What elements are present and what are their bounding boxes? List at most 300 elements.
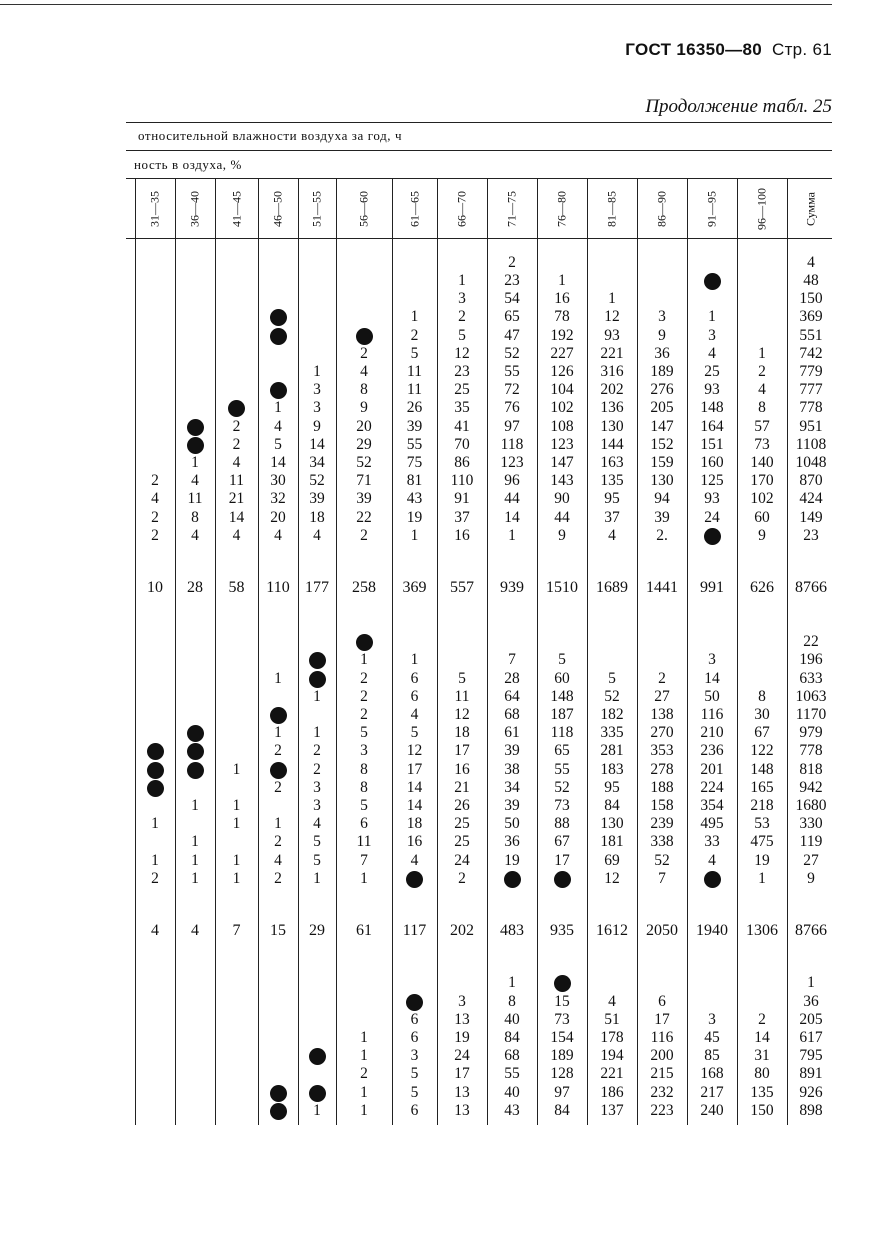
- filled-dot-icon: [487, 870, 537, 888]
- column-rule: [175, 178, 176, 1125]
- table-cell: 39: [309, 490, 325, 508]
- table-cell: 118: [500, 435, 524, 453]
- table-cell: 1: [508, 974, 516, 992]
- table-cell: 2: [151, 472, 159, 490]
- dot-mark: [228, 400, 245, 417]
- column-header: [336, 182, 392, 236]
- table-cell: 9: [807, 869, 815, 887]
- table-cell: 25: [704, 363, 720, 380]
- table-cell: 165: [750, 778, 774, 796]
- table-cell: 20: [270, 508, 286, 526]
- table-cell: 149: [799, 508, 823, 526]
- filled-dot-icon: [135, 779, 175, 797]
- table-cell: 93: [704, 381, 720, 399]
- table-cell: 4: [708, 851, 716, 869]
- column-header-label: 56—60: [356, 191, 371, 227]
- table-cell: 34: [309, 454, 325, 471]
- table-cell: 14: [406, 797, 423, 814]
- table-cell: 93: [604, 326, 620, 344]
- table-cell: 2: [758, 1010, 766, 1028]
- table-cell: 17: [554, 851, 570, 869]
- table-cell: 158: [650, 797, 674, 814]
- table-cell: 48: [803, 272, 819, 289]
- table-cell: 2: [360, 526, 368, 544]
- table-cell: 6: [658, 992, 666, 1010]
- table-cell: 96: [504, 472, 520, 490]
- table-cell: 60: [754, 508, 770, 526]
- table-cell: 1: [232, 760, 241, 778]
- table-cell: 55: [406, 435, 423, 453]
- table-cell: 154: [550, 1029, 574, 1046]
- table-cell: 168: [700, 1065, 724, 1083]
- table-cell: 4: [232, 454, 241, 471]
- table-cell: 9: [558, 526, 566, 544]
- table-cell: 27: [654, 687, 670, 705]
- table-cell: 181: [600, 833, 624, 851]
- table-cell: 3: [313, 778, 321, 796]
- table-cell: 5: [410, 724, 419, 742]
- filled-dot-icon: [687, 870, 737, 888]
- table-cell: 52: [504, 344, 520, 362]
- table-cell: 1: [410, 308, 419, 326]
- table-cell: 39: [406, 417, 423, 435]
- table-top-rule: [126, 122, 832, 123]
- table-cell: 194: [600, 1047, 624, 1065]
- table-cell: 5: [458, 669, 466, 687]
- table-cell: 3: [410, 1047, 419, 1065]
- column-header-label: 76—80: [554, 191, 569, 227]
- table-cell: 130: [600, 815, 624, 833]
- column-total: 369: [402, 579, 427, 596]
- table-cell: 27: [803, 851, 819, 869]
- table-cell: 1: [608, 290, 616, 308]
- column-header: [637, 182, 687, 236]
- filled-dot-icon: [298, 1084, 336, 1102]
- table-cell: 65: [554, 742, 570, 760]
- table-cell: 32: [270, 490, 286, 508]
- table-cell: 8: [360, 760, 368, 778]
- table-cell: 4: [232, 526, 241, 544]
- table-cell: 39: [356, 490, 372, 508]
- table-cell: 61: [504, 724, 520, 742]
- dot-mark: [704, 528, 721, 545]
- table-cell: 91: [454, 490, 470, 508]
- table-cell: 118: [550, 724, 574, 742]
- table-cell: 45: [704, 1029, 720, 1046]
- table-cell: 148: [550, 687, 574, 705]
- table-cell: 104: [550, 381, 574, 399]
- table-cell: 5: [410, 1065, 419, 1083]
- column-header-label: 66—70: [454, 191, 469, 227]
- table-cell: 140: [750, 454, 774, 471]
- filled-dot-icon: [258, 327, 298, 345]
- table-cell: 75: [406, 454, 423, 471]
- table-cell: 143: [550, 472, 574, 490]
- table-cell: 68: [504, 1047, 520, 1065]
- table-cell: 53: [754, 815, 770, 833]
- table-cell: 186: [600, 1083, 624, 1101]
- filled-dot-icon: [392, 870, 437, 888]
- table-cell: 152: [650, 435, 674, 453]
- table-cell: 67: [754, 724, 770, 742]
- table-cell: 5: [313, 851, 321, 869]
- table-cell: 55: [504, 1065, 520, 1083]
- table-cell: 12: [604, 869, 620, 887]
- table-cell: 2: [458, 869, 466, 887]
- table-cell: 130: [650, 472, 674, 490]
- table-cell: 6: [410, 669, 419, 687]
- table-cell: 495: [700, 815, 724, 833]
- table-cell: 5: [360, 724, 368, 742]
- filled-dot-icon: [298, 651, 336, 669]
- dot-mark: [309, 652, 326, 669]
- table-cell: 3: [708, 1010, 716, 1028]
- table-cell: 119: [799, 833, 823, 851]
- table-cell: 147: [550, 454, 574, 471]
- table-cell: 4: [191, 526, 199, 544]
- table-cell: 13: [454, 1010, 470, 1028]
- filled-dot-icon: [215, 399, 258, 417]
- table-cell: 2: [360, 1065, 368, 1083]
- table-cell: 11: [407, 363, 422, 380]
- table-cell: 4: [608, 526, 616, 544]
- table-cell: 240: [700, 1101, 724, 1119]
- table-cell: 870: [799, 472, 823, 490]
- table-cell: 25: [454, 381, 470, 399]
- column-total: 991: [700, 579, 724, 596]
- table-cell: 18: [406, 815, 423, 833]
- table-cell: 160: [700, 454, 724, 471]
- table-cell: 7: [508, 651, 516, 669]
- filled-dot-icon: [687, 272, 737, 290]
- filled-dot-icon: [298, 1047, 336, 1065]
- table-cell: 12: [406, 742, 423, 760]
- table-cell: 86: [454, 454, 470, 471]
- table-cell: 39: [504, 742, 520, 760]
- table-cell: 4: [151, 490, 159, 508]
- table-cell: 182: [600, 706, 624, 723]
- table-cell: 14: [228, 508, 245, 526]
- table-cell: 65: [504, 308, 520, 326]
- table-cell: 67: [554, 833, 570, 851]
- table-cell: 6: [410, 1010, 419, 1028]
- column-header: [737, 182, 787, 236]
- table-cell: 93: [704, 490, 720, 508]
- table-cell: 1: [508, 526, 516, 544]
- table-cell: 36: [803, 992, 819, 1010]
- table-cell: 24: [704, 508, 720, 526]
- table-cell: 3: [658, 308, 666, 326]
- filled-dot-icon: [258, 706, 298, 724]
- column-total: 15: [270, 922, 286, 939]
- filled-dot-icon: [687, 527, 737, 545]
- table-cell: 2: [360, 669, 368, 687]
- table-cell: 70: [454, 435, 470, 453]
- table-cell: 72: [504, 381, 520, 399]
- column-total: 557: [450, 579, 474, 596]
- table-cell: 73: [554, 1010, 570, 1028]
- table-cell: 5: [410, 1083, 419, 1101]
- table-cell: 68: [504, 706, 520, 723]
- table-cell: 189: [550, 1047, 574, 1065]
- dot-mark: [187, 725, 204, 742]
- dot-mark: [270, 707, 287, 724]
- table-cell: 50: [504, 815, 520, 833]
- filled-dot-icon: [258, 308, 298, 326]
- dot-mark: [270, 1103, 287, 1120]
- table-cell: 278: [650, 760, 674, 778]
- table-cell: 330: [799, 815, 823, 833]
- table-cell: 1: [360, 1029, 368, 1046]
- table-cell: 2: [274, 833, 282, 851]
- table-cell: 3: [458, 290, 466, 308]
- column-total: 1940: [696, 922, 728, 939]
- table-cell: 14: [704, 669, 720, 687]
- table-cell: 52: [554, 778, 570, 796]
- table-cell: 1: [410, 651, 419, 669]
- column-header-label: 36—40: [187, 191, 202, 227]
- table-cell: 1: [313, 869, 321, 887]
- table-cell: 1: [274, 724, 282, 742]
- table-cell: 5: [608, 669, 616, 687]
- table-cell: 1: [313, 1101, 321, 1119]
- table-cell: 102: [750, 490, 774, 508]
- table-cell: 38: [504, 760, 520, 778]
- column-total: 10: [147, 579, 163, 596]
- table-cell: 8: [758, 399, 766, 417]
- table-cell: 40: [504, 1010, 520, 1028]
- table-cell: 17: [454, 742, 470, 760]
- table-cell: 126: [550, 363, 574, 380]
- column-header: [392, 182, 437, 236]
- table-cell: 51: [604, 1010, 620, 1028]
- table-cell: 551: [799, 326, 823, 344]
- table-cell: 2: [151, 869, 159, 887]
- table-cell: 18: [454, 724, 470, 742]
- filled-dot-icon: [175, 724, 215, 742]
- table-cell: 85: [704, 1047, 720, 1065]
- table-cell: 9: [658, 326, 666, 344]
- table-cell: 633: [799, 669, 823, 687]
- table-cell: 227: [550, 344, 574, 362]
- column-total: 1612: [596, 922, 628, 939]
- filled-dot-icon: [258, 381, 298, 399]
- table-cell: 1: [232, 869, 241, 887]
- table-cell: 22: [356, 508, 372, 526]
- column-rule: [215, 178, 216, 1125]
- table-cell: 137: [600, 1101, 624, 1119]
- table-cell: 742: [799, 344, 823, 362]
- table-cell: 44: [504, 490, 520, 508]
- filled-dot-icon: [175, 418, 215, 436]
- column-total: 8766: [795, 579, 827, 596]
- table-cell: 9: [758, 526, 766, 544]
- table-cell: 1: [360, 1101, 368, 1119]
- table-cell: 84: [504, 1029, 520, 1046]
- table-cell: 1: [410, 526, 419, 544]
- table-cell: 36: [504, 833, 520, 851]
- table-cell: 6: [410, 1029, 419, 1046]
- table-cell: 281: [600, 742, 624, 760]
- table-cell: 11: [229, 472, 244, 490]
- table-cell: 353: [650, 742, 674, 760]
- dot-mark: [704, 273, 721, 290]
- column-header-label: 96—100: [754, 188, 769, 230]
- table-cell: 202: [600, 381, 624, 399]
- column-total: 28: [187, 579, 203, 596]
- table-cell: 11: [407, 381, 422, 399]
- table-cell: 23: [803, 526, 819, 544]
- column-total: 1510: [546, 579, 578, 596]
- table-cell: 163: [600, 454, 624, 471]
- table-cell: 30: [270, 472, 286, 490]
- table-cell: 7: [360, 851, 368, 869]
- filled-dot-icon: [298, 670, 336, 688]
- table-cell: 617: [799, 1029, 823, 1046]
- table-cell: 188: [650, 778, 674, 796]
- caption-rule-2: [126, 178, 832, 179]
- table-cell: 36: [654, 344, 670, 362]
- table-cell: 14: [270, 454, 286, 471]
- column-header: [587, 182, 637, 236]
- table-cell: 147: [650, 417, 674, 435]
- table-cell: 150: [750, 1101, 774, 1119]
- filled-dot-icon: [135, 761, 175, 779]
- table-cell: 3: [313, 381, 321, 399]
- table-cell: 34: [504, 778, 520, 796]
- page-header: [0, 40, 832, 60]
- table-cell: 200: [650, 1047, 674, 1065]
- table-cell: 8: [360, 778, 368, 796]
- table-cell: 4: [807, 253, 815, 271]
- table-cell: 20: [356, 417, 372, 435]
- table-cell: 942: [799, 778, 823, 796]
- table-cell: 239: [650, 815, 674, 833]
- table-cell: 1: [458, 272, 466, 289]
- table-cell: 13: [454, 1101, 470, 1119]
- table-cell: 779: [799, 363, 823, 380]
- table-cell: 4: [608, 992, 616, 1010]
- caption-row-1: относительной влажности воздуха за год, ч: [138, 128, 403, 143]
- table-cell: 1: [274, 815, 282, 833]
- table-cell: 1: [807, 974, 815, 992]
- column-header-label: 31—35: [147, 191, 162, 227]
- table-cell: 1: [313, 687, 321, 705]
- table-cell: 130: [600, 417, 624, 435]
- dot-mark: [147, 762, 164, 779]
- table-cell: 424: [799, 490, 823, 508]
- table-cell: 1: [274, 399, 282, 417]
- column-header-label: 81—85: [604, 191, 619, 227]
- table-cell: 33: [704, 833, 720, 851]
- table-cell: 3: [313, 797, 321, 814]
- dot-mark: [356, 328, 373, 345]
- filled-dot-icon: [336, 633, 392, 651]
- table-cell: 28: [504, 669, 520, 687]
- table-cell: 55: [554, 760, 570, 778]
- table-cell: 144: [600, 435, 624, 453]
- table-cell: 5: [274, 435, 282, 453]
- table-cell: 3: [313, 399, 321, 417]
- dot-mark: [147, 780, 164, 797]
- table-cell: 891: [799, 1065, 823, 1083]
- table-cell: 14: [754, 1029, 770, 1046]
- table-cell: 2: [313, 742, 321, 760]
- table-cell: 136: [600, 399, 624, 417]
- table-cell: 78: [554, 308, 570, 326]
- table-cell: 898: [799, 1101, 823, 1119]
- table-cell: 5: [313, 833, 321, 851]
- table-cell: 71: [356, 472, 372, 490]
- table-cell: 2: [410, 326, 419, 344]
- table-cell: 41: [454, 417, 470, 435]
- header-bottom-rule: [126, 238, 832, 239]
- table-cell: 778: [799, 399, 823, 417]
- table-cell: 2: [151, 526, 159, 544]
- column-total: 202: [450, 922, 474, 939]
- table-cell: 11: [454, 687, 470, 705]
- table-cell: 150: [799, 290, 823, 308]
- table-cell: 4: [191, 472, 199, 490]
- table-cell: 122: [750, 742, 774, 760]
- table-cell: 13: [454, 1083, 470, 1101]
- table-cell: 5: [458, 326, 466, 344]
- table-cell: 335: [600, 724, 624, 742]
- table-cell: 2: [232, 435, 241, 453]
- table-cell: 102: [550, 399, 574, 417]
- table-cell: 95: [604, 490, 620, 508]
- table-cell: 6: [410, 1101, 419, 1119]
- table-cell: 2: [758, 363, 766, 380]
- table-cell: 1: [191, 869, 199, 887]
- table-cell: 47: [504, 326, 520, 344]
- table-cell: 17: [406, 760, 423, 778]
- dot-mark: [270, 382, 287, 399]
- table-cell: 205: [650, 399, 674, 417]
- table-cell: 3: [708, 326, 716, 344]
- column-total: 483: [500, 922, 524, 939]
- column-header: [258, 182, 298, 236]
- table-cell: 1: [313, 724, 321, 742]
- table-cell: 1: [758, 344, 766, 362]
- table-cell: 159: [650, 454, 674, 471]
- table-cell: 1: [232, 815, 241, 833]
- table-cell: 1: [191, 851, 199, 869]
- table-cell: 84: [554, 1101, 570, 1119]
- table-cell: 14: [406, 778, 423, 796]
- table-cell: 316: [600, 363, 624, 380]
- table-cell: 1: [558, 272, 566, 289]
- table-cell: 201: [700, 760, 724, 778]
- table-cell: 338: [650, 833, 674, 851]
- table-cell: 108: [550, 417, 574, 435]
- column-total: 935: [550, 922, 574, 939]
- table-cell: 4: [274, 526, 282, 544]
- dot-mark: [309, 1085, 326, 1102]
- table-cell: 187: [550, 706, 574, 723]
- table-cell: 3: [458, 992, 466, 1010]
- table-cell: 170: [750, 472, 774, 490]
- table-cell: 2: [274, 742, 282, 760]
- table-cell: 8: [758, 687, 766, 705]
- table-cell: 73: [554, 797, 570, 814]
- table-cell: 4: [274, 851, 282, 869]
- column-total: 8766: [795, 922, 827, 939]
- column-total: 117: [402, 922, 427, 939]
- table-cell: 1: [232, 851, 241, 869]
- table-cell: 217: [700, 1083, 724, 1101]
- table-cell: 123: [550, 435, 574, 453]
